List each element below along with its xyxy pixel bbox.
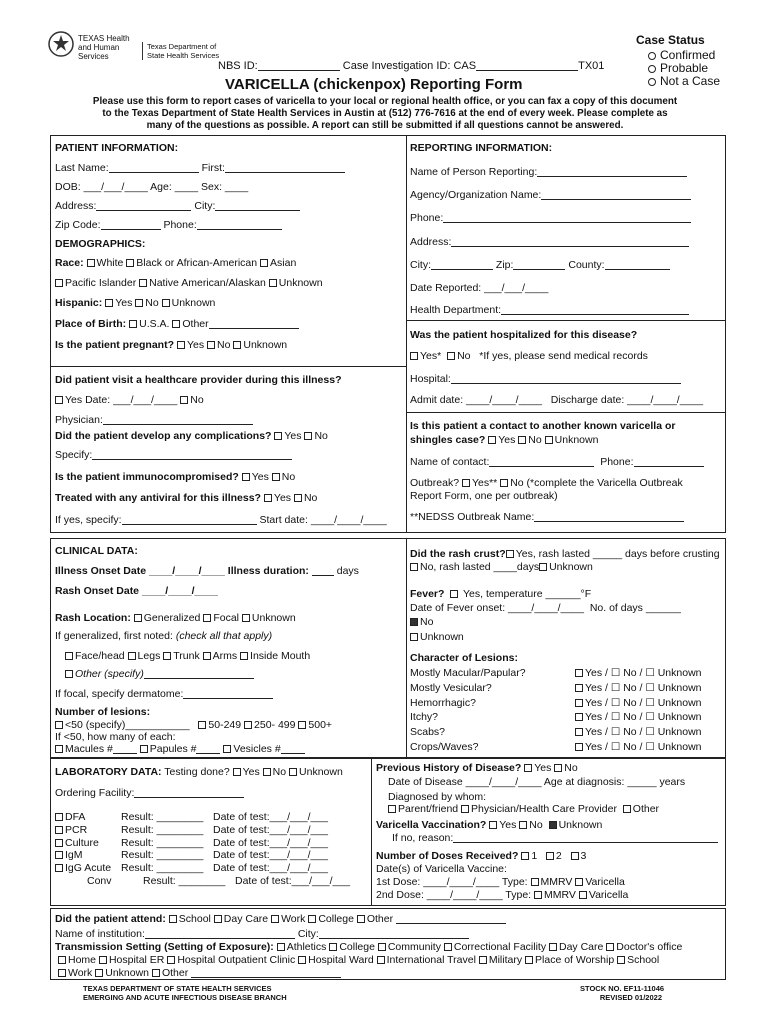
char-option-row[interactable]: Yes / ☐ No / ☐ Unknown bbox=[575, 740, 702, 755]
option-checkbox[interactable] bbox=[378, 943, 386, 951]
legs-checkbox[interactable] bbox=[128, 652, 136, 660]
rash-unknown-checkbox[interactable] bbox=[242, 614, 250, 622]
lesion-options: <50 (specify)___________ 50-249 250- 499 500+ bbox=[55, 719, 332, 731]
visit-no[interactable] bbox=[180, 396, 188, 404]
yes-label: Yes bbox=[65, 394, 83, 406]
diag-parent[interactable] bbox=[388, 805, 396, 813]
option-checkbox[interactable] bbox=[95, 969, 103, 977]
contact-question: Is this patient a contact to another known varicella or shingles case? Yes No Unknown bbox=[410, 420, 676, 446]
last-name-field[interactable] bbox=[109, 162, 199, 173]
hosp-no-label: No bbox=[457, 350, 471, 362]
dose-1-label: 1 bbox=[531, 850, 538, 862]
lesion-50[interactable] bbox=[198, 721, 206, 729]
pregnant-no[interactable] bbox=[207, 341, 215, 349]
rep-phone-label: Phone: bbox=[410, 212, 444, 224]
yes-label: Yes bbox=[273, 492, 292, 504]
reporter-name-field[interactable] bbox=[537, 166, 687, 177]
char-option-row[interactable]: Yes / ☐ No / ☐ Unknown bbox=[575, 666, 702, 681]
facility-label: Ordering Facility: bbox=[55, 787, 135, 799]
date-reported[interactable]: Date Reported: ___/___/____ bbox=[410, 282, 549, 294]
fever-onset[interactable]: Date of Fever onset: ____/____/____ bbox=[410, 602, 584, 614]
dose-2-label: 2 bbox=[555, 850, 562, 862]
facility-field[interactable] bbox=[134, 787, 244, 798]
face-checkbox[interactable] bbox=[65, 652, 73, 660]
contact-phone-label: Phone: bbox=[600, 456, 634, 468]
lab-rows bbox=[55, 811, 350, 888]
race-label: Race: bbox=[55, 257, 84, 269]
option-checkbox[interactable] bbox=[298, 956, 306, 964]
dermatome-field[interactable] bbox=[183, 688, 273, 699]
nedss-field[interactable] bbox=[534, 511, 684, 522]
no-label: No bbox=[145, 297, 159, 309]
dose1-date[interactable]: 1st Dose: ____/____/____ Type: bbox=[376, 876, 528, 888]
diag-other[interactable] bbox=[623, 805, 631, 813]
vacc-label: Varicella Vaccination? bbox=[376, 819, 487, 831]
start-date[interactable]: Start date: ____/____/____ bbox=[259, 514, 387, 526]
hispanic-yes[interactable] bbox=[105, 299, 113, 307]
yes-label: Yes bbox=[284, 430, 302, 442]
option-checkbox[interactable] bbox=[271, 915, 279, 923]
lesion-counts: Macules # Papules # Vesicles # bbox=[55, 743, 305, 755]
antiviral-yes[interactable] bbox=[264, 494, 272, 502]
diag-physician[interactable] bbox=[461, 805, 469, 813]
varicella-label: Varicella bbox=[585, 876, 625, 888]
rep-address-field[interactable] bbox=[451, 236, 689, 247]
option-checkbox[interactable] bbox=[58, 969, 66, 977]
testing-no[interactable] bbox=[263, 768, 271, 776]
if-focal-label: If focal, specify dermatome: bbox=[55, 688, 184, 700]
antiviral-label: Treated with any antiviral for this illness? bbox=[55, 492, 261, 504]
fever-label: Fever? bbox=[410, 588, 445, 600]
contact-phone-field[interactable] bbox=[634, 456, 704, 467]
logo-text: TEXAS Health and Human Services bbox=[78, 34, 130, 61]
antiviral-specify[interactable] bbox=[122, 514, 257, 525]
fever-no[interactable] bbox=[410, 618, 418, 626]
first-name-field[interactable] bbox=[225, 162, 345, 173]
hospital-label: Hospital: bbox=[410, 373, 451, 385]
rash-onset[interactable]: Rash Onset Date ____/____/____ bbox=[55, 585, 218, 597]
focal-checkbox[interactable] bbox=[203, 614, 211, 622]
native-label: Native American/Alaskan bbox=[149, 277, 266, 289]
date-disease[interactable]: Date of Disease ____/____/____ Age at diagnosis: _____ years bbox=[388, 776, 686, 788]
case-status-label: Case Status bbox=[636, 33, 705, 47]
inst-city-label: City: bbox=[297, 928, 319, 940]
page-title: VARICELLA (chickenpox) Reporting Form bbox=[225, 76, 523, 93]
option-checkbox[interactable] bbox=[357, 915, 365, 923]
dates-label: Date(s) of Varicella Vaccine: bbox=[376, 863, 507, 875]
trans-row-1: Transmission Setting (Setting of Exposure): Athletics College Community Correctional Facility Day Care Doctor's office bbox=[55, 941, 683, 953]
unknown-label: Unknown bbox=[299, 766, 343, 778]
trunk-checkbox[interactable] bbox=[163, 652, 171, 660]
agency-field[interactable] bbox=[541, 189, 691, 200]
yes-label: Yes bbox=[534, 762, 552, 774]
usa-label: U.S.A. bbox=[139, 318, 170, 330]
visit-yes[interactable] bbox=[55, 396, 63, 404]
dose1-mmrv[interactable] bbox=[531, 878, 539, 886]
nbs-id-label: NBS ID: bbox=[218, 60, 258, 72]
dose-2[interactable] bbox=[546, 852, 554, 860]
option-checkbox[interactable] bbox=[479, 956, 487, 964]
mouth-checkbox[interactable] bbox=[240, 652, 248, 660]
generalized-checkbox[interactable] bbox=[134, 614, 142, 622]
dose2-varicella[interactable] bbox=[579, 891, 587, 899]
pregnant-unknown[interactable] bbox=[233, 341, 241, 349]
generalized-label: Generalized bbox=[143, 612, 201, 624]
unknown-label: Unknown bbox=[420, 631, 464, 643]
discharge-date[interactable]: Discharge date: ____/____/____ bbox=[550, 394, 704, 406]
pob-other-label: Other bbox=[182, 318, 209, 330]
option-checkbox[interactable] bbox=[152, 969, 160, 977]
black-label: Black or African-American bbox=[136, 257, 258, 269]
lab-row: Culture Result: ________ Date of test:___/___/___ bbox=[55, 837, 350, 850]
attend-row: Did the patient attend: School Day Care Work College Other bbox=[55, 913, 506, 925]
option-checkbox[interactable] bbox=[617, 956, 625, 964]
hosp-question: Was the patient hospitalized for this disease? bbox=[410, 329, 638, 341]
macules-checkbox[interactable] bbox=[55, 745, 63, 753]
yes-label: Yes bbox=[115, 297, 133, 309]
immuno-label: Is the patient immunocompromised? bbox=[55, 471, 239, 483]
nedss-label: **NEDSS Outbreak Name: bbox=[410, 511, 535, 523]
char-item: Hemorrhagic? bbox=[410, 696, 476, 709]
hosp-yes[interactable] bbox=[410, 352, 418, 360]
dose1-varicella[interactable] bbox=[575, 878, 583, 886]
sex-field[interactable]: Sex: ____ bbox=[200, 181, 249, 193]
hispanic-no[interactable] bbox=[135, 299, 143, 307]
char-list bbox=[410, 666, 526, 755]
crust-yes[interactable] bbox=[506, 550, 514, 558]
dose-1[interactable] bbox=[521, 852, 529, 860]
mmrv-label: MMRV bbox=[540, 876, 573, 888]
yes-label: Yes bbox=[242, 766, 260, 778]
option-checkbox[interactable] bbox=[549, 943, 557, 951]
unknown-label: Unknown bbox=[171, 297, 216, 309]
lab-test-checkbox[interactable] bbox=[55, 839, 63, 847]
option-checkbox[interactable] bbox=[58, 956, 66, 964]
check-all: (check all that apply) bbox=[175, 630, 273, 642]
char-item: Mostly Macular/Papular? bbox=[410, 667, 526, 679]
testing-unknown[interactable] bbox=[289, 768, 297, 776]
contact-no[interactable] bbox=[518, 436, 526, 444]
char-item: Crops/Waves? bbox=[410, 740, 479, 753]
clinical-heading: CLINICAL DATA: bbox=[55, 545, 138, 557]
probable-radio[interactable] bbox=[648, 65, 656, 73]
fever-yes[interactable] bbox=[450, 590, 458, 598]
if-no-label: If no, reason: bbox=[392, 832, 454, 844]
specify-field[interactable] bbox=[92, 449, 292, 460]
doses-label: Number of Doses Received? bbox=[376, 850, 519, 862]
lab-row: IgM Result: ________ Date of test:___/___/___ bbox=[55, 849, 350, 862]
char-option-row[interactable]: Yes / ☐ No / ☐ Unknown bbox=[575, 681, 702, 696]
rash-loc-label: Rash Location: bbox=[55, 612, 131, 624]
no-label: No bbox=[217, 339, 231, 351]
rep-zip-field[interactable] bbox=[513, 259, 565, 270]
contact-name-label: Name of contact: bbox=[410, 456, 490, 468]
if-lt50-label: If <50, how many of each: bbox=[55, 731, 176, 743]
if-yes-label: If yes, specify: bbox=[55, 514, 122, 526]
option-checkbox[interactable] bbox=[525, 956, 533, 964]
visit-label: Did patient visit a healthcare provider during this illness? bbox=[55, 374, 342, 386]
hispanic-unknown[interactable] bbox=[162, 299, 170, 307]
case-inv-field[interactable] bbox=[476, 60, 578, 71]
antiviral-no[interactable] bbox=[294, 494, 302, 502]
pacific-label: Pacific Islander bbox=[65, 277, 137, 289]
option-checkbox[interactable] bbox=[169, 915, 177, 923]
contact-name-field[interactable] bbox=[489, 456, 594, 467]
no-label: No bbox=[564, 762, 578, 774]
vacc-no[interactable] bbox=[519, 821, 527, 829]
inst-city-field[interactable] bbox=[319, 928, 469, 939]
immuno-yes[interactable] bbox=[242, 473, 250, 481]
fever-days[interactable]: No. of days ______ bbox=[589, 602, 681, 614]
rep-city-field[interactable] bbox=[431, 259, 493, 270]
other-specify-label: Other (specify) bbox=[75, 668, 144, 680]
option-checkbox[interactable] bbox=[308, 915, 316, 923]
hispanic-label: Hispanic: bbox=[55, 297, 103, 309]
char-option-row[interactable]: Yes / ☐ No / ☐ Unknown bbox=[575, 696, 702, 711]
crust-no[interactable] bbox=[410, 563, 418, 571]
not-a-case-radio[interactable] bbox=[648, 78, 656, 86]
rep-address-label: Address: bbox=[410, 236, 452, 248]
dept-name: Texas Department of State Health Services bbox=[142, 42, 227, 60]
visit-date[interactable]: Date: ___/___/____ bbox=[85, 394, 178, 406]
lesion-250[interactable] bbox=[244, 721, 252, 729]
num-lesions-label: Number of lesions: bbox=[55, 706, 151, 718]
asian-label: Asian bbox=[270, 257, 297, 269]
no-label: No bbox=[314, 430, 328, 442]
agency-label: Agency/Organization Name: bbox=[410, 189, 542, 201]
inst-label: Name of institution: bbox=[55, 928, 145, 940]
trans-row-2: Home Hospital ER Hospital Outpatient Clinic Hospital Ward International Travel Military Place of Worship School bbox=[58, 954, 659, 966]
no-label: No bbox=[272, 766, 287, 778]
address-label: Address: bbox=[55, 200, 97, 212]
yes-label: Yes bbox=[499, 819, 517, 831]
dob-field[interactable]: DOB: ___/___/____ bbox=[55, 181, 148, 193]
lesion-lt50[interactable] bbox=[55, 721, 63, 729]
zip-field[interactable] bbox=[101, 219, 161, 230]
complications-no[interactable] bbox=[304, 432, 312, 440]
county-label: County: bbox=[568, 259, 605, 271]
other-body-checkbox[interactable] bbox=[65, 670, 73, 678]
lab-row: DFA Result: ________ Date of test:___/___/___ bbox=[55, 811, 350, 824]
city-label: City: bbox=[194, 200, 216, 212]
contact-yes[interactable] bbox=[488, 436, 496, 444]
other-specify-field[interactable] bbox=[144, 668, 254, 679]
fever-unknown[interactable] bbox=[410, 633, 418, 641]
contact-unknown[interactable] bbox=[545, 436, 553, 444]
race-unknown-label: Unknown bbox=[278, 277, 323, 289]
hospital-field[interactable] bbox=[451, 373, 681, 384]
option-checkbox[interactable] bbox=[606, 943, 614, 951]
rep-phone-field[interactable] bbox=[443, 212, 691, 223]
dose-3[interactable] bbox=[571, 852, 579, 860]
usa-checkbox[interactable] bbox=[129, 320, 137, 328]
crust-row: Did the rash crust? Yes, rash lasted _____ days before crusting No, rash lasted ____days Unknown bbox=[410, 548, 720, 573]
native-checkbox[interactable] bbox=[139, 279, 147, 287]
lab-row: Conv Result: ________ Date of test:___/___/___ bbox=[87, 874, 351, 887]
phone-label: Phone: bbox=[163, 219, 197, 231]
health-dept-label: Health Department: bbox=[410, 304, 502, 316]
option-checkbox[interactable] bbox=[99, 956, 107, 964]
specify-label: Specify: bbox=[55, 449, 93, 461]
onset-date[interactable]: Illness Onset Date ____/____/____ bbox=[55, 565, 225, 577]
confirmed-radio[interactable] bbox=[648, 52, 656, 60]
reason-field[interactable] bbox=[453, 832, 718, 843]
phone-field[interactable] bbox=[197, 219, 282, 230]
varicella-label: Varicella bbox=[588, 889, 629, 901]
rep-zip-label: Zip: bbox=[495, 259, 514, 271]
days-label: days bbox=[336, 565, 359, 577]
complications-label: Did the patient develop any complications? bbox=[55, 430, 272, 442]
dose-3-label: 3 bbox=[580, 850, 587, 862]
pregnant-yes[interactable] bbox=[177, 341, 185, 349]
health-dept-field[interactable] bbox=[501, 304, 689, 315]
asian-checkbox[interactable] bbox=[260, 259, 268, 267]
vacc-yes[interactable] bbox=[489, 821, 497, 829]
reporting-heading: REPORTING INFORMATION: bbox=[410, 142, 553, 154]
no-label: No bbox=[190, 394, 204, 406]
outbreak-no[interactable] bbox=[500, 479, 508, 487]
prev-no[interactable] bbox=[554, 764, 562, 772]
char-item: Itchy? bbox=[410, 711, 439, 724]
physician-label: Physician: bbox=[55, 414, 103, 426]
char-item: Mostly Vesicular? bbox=[410, 681, 492, 694]
vacc-unknown[interactable] bbox=[549, 821, 557, 829]
pregnant-label: Is the patient pregnant? bbox=[55, 339, 175, 351]
lesion-500[interactable] bbox=[298, 721, 306, 729]
outbreak-row: Outbreak? Yes** No (*complete the Varicella Outbreak Report Form, one per outbreak) bbox=[410, 477, 683, 502]
demographics-heading: DEMOGRAPHICS: bbox=[55, 238, 146, 250]
hosp-no[interactable] bbox=[447, 352, 455, 360]
first-name-label: First: bbox=[201, 162, 225, 174]
testing-label: Testing done? bbox=[164, 766, 230, 778]
trans-row-3: Work Unknown Other bbox=[58, 967, 341, 979]
instructions: Please use this form to report cases of varicella to your local or regional health office, or you can fax a copy of this document to the Texas Department of State Health Services in Austin at (512) 776-7616 at the end of every week. Please complete as many of the questions as possible. A report can still be submitted if all questions cannot be answered. bbox=[92, 96, 678, 131]
no-label: No bbox=[281, 471, 296, 483]
char-heading: Character of Lesions: bbox=[410, 652, 518, 664]
no-label: No bbox=[529, 819, 543, 831]
patient-heading: PATIENT INFORMATION: bbox=[55, 142, 179, 154]
char-option-row[interactable]: Yes / ☐ No / ☐ Unknown bbox=[575, 710, 702, 725]
pacific-checkbox[interactable] bbox=[55, 279, 63, 287]
duration-field[interactable] bbox=[312, 565, 334, 576]
vesicles-checkbox[interactable] bbox=[223, 745, 231, 753]
lab-row: PCR Result: ________ Date of test:___/___/___ bbox=[55, 824, 350, 837]
lab-test-checkbox[interactable] bbox=[55, 826, 63, 834]
nbs-id-field[interactable] bbox=[258, 60, 340, 71]
inst-field[interactable] bbox=[145, 928, 295, 939]
option-checkbox[interactable] bbox=[277, 943, 285, 951]
option-checkbox[interactable] bbox=[444, 943, 452, 951]
option-checkbox[interactable] bbox=[329, 943, 337, 951]
black-checkbox[interactable] bbox=[126, 259, 134, 267]
diagnosed-label: Diagnosed by whom: bbox=[388, 791, 487, 803]
lab-heading: LABORATORY DATA: bbox=[55, 766, 162, 778]
rep-city-label: City: bbox=[410, 259, 431, 271]
last-name-label: Last Name: bbox=[55, 162, 109, 174]
prev-yes[interactable] bbox=[524, 764, 532, 772]
fever-yes-label: Yes, temperature ______°F bbox=[463, 588, 592, 600]
mmrv-label: MMRV bbox=[544, 889, 576, 901]
papules-checkbox[interactable] bbox=[140, 745, 148, 753]
option-checkbox[interactable] bbox=[377, 956, 385, 964]
admit-date[interactable]: Admit date: ____/____/____ bbox=[410, 394, 542, 406]
no-label: No bbox=[303, 492, 318, 504]
lab-row: IgG Acute Result: ________ Date of test:___/___/___ bbox=[55, 862, 350, 875]
char-option-row[interactable]: Yes / ☐ No / ☐ Unknown bbox=[575, 725, 702, 740]
duration-label: Illness duration: bbox=[227, 565, 309, 577]
option-checkbox[interactable] bbox=[167, 956, 175, 964]
arms-checkbox[interactable] bbox=[203, 652, 211, 660]
if-gen-label: If generalized, first noted: bbox=[55, 630, 173, 642]
complications-yes[interactable] bbox=[274, 432, 282, 440]
hosp-note: *If yes, please send medical records bbox=[479, 350, 648, 362]
option-checkbox[interactable] bbox=[214, 915, 222, 923]
case-inv-label: Case Investigation ID: CAS bbox=[342, 60, 477, 72]
diag-opts: Parent/friend Physician/Health Care Provider Other bbox=[388, 803, 659, 815]
focal-label: Focal bbox=[213, 612, 239, 624]
lab-test-checkbox[interactable] bbox=[55, 851, 63, 859]
hosp-yes-label: Yes* bbox=[420, 350, 442, 362]
outbreak-yes[interactable] bbox=[462, 479, 470, 487]
physician-field[interactable] bbox=[103, 414, 253, 425]
testing-yes[interactable] bbox=[233, 768, 241, 776]
prev-label: Previous History of Disease? bbox=[376, 762, 522, 774]
unknown-label: Unknown bbox=[243, 339, 288, 351]
address-field[interactable] bbox=[96, 200, 191, 211]
char-opts bbox=[575, 666, 702, 755]
char-item: Scabs? bbox=[410, 726, 446, 739]
footer-left: TEXAS DEPARTMENT OF STATE HEALTH SERVICES EMERGING AND ACUTE INFECTIOUS DISEASE BRANCH bbox=[83, 984, 287, 1002]
city-field[interactable] bbox=[215, 200, 300, 211]
lab-test-checkbox[interactable] bbox=[55, 864, 63, 872]
footer-right: STOCK NO. EF11-11046 REVISED 01/2022 bbox=[580, 984, 665, 1002]
body-parts: Face/head Legs Trunk Arms Inside Mouth bbox=[65, 650, 310, 662]
immuno-no[interactable] bbox=[272, 473, 280, 481]
unknown-label: Unknown bbox=[558, 819, 603, 831]
pob-label: Place of Birth: bbox=[55, 318, 127, 330]
dose2-date[interactable]: 2nd Dose: ____/____/____ Type: bbox=[376, 889, 532, 901]
pob-other-checkbox[interactable] bbox=[172, 320, 180, 328]
no-label: No bbox=[420, 616, 434, 628]
crust-unknown[interactable] bbox=[539, 563, 547, 571]
zip-label: Zip Code: bbox=[55, 219, 101, 231]
lab-test-checkbox[interactable] bbox=[55, 813, 63, 821]
tx01: TX01 bbox=[578, 60, 605, 72]
pob-other-field[interactable] bbox=[209, 318, 299, 329]
white-label: White bbox=[96, 257, 124, 269]
dose2-mmrv[interactable] bbox=[534, 891, 542, 899]
yes-label: Yes bbox=[251, 471, 269, 483]
unknown-label: Unknown bbox=[251, 612, 296, 624]
county-field[interactable] bbox=[605, 259, 670, 270]
white-checkbox[interactable] bbox=[87, 259, 95, 267]
race-unknown-checkbox[interactable] bbox=[269, 279, 277, 287]
reporter-name-label: Name of Person Reporting: bbox=[410, 166, 538, 178]
yes-label: Yes bbox=[186, 339, 205, 351]
case-status-options: Confirmed Probable Not a Case bbox=[648, 49, 720, 88]
age-field[interactable]: Age: ____ bbox=[150, 181, 199, 193]
